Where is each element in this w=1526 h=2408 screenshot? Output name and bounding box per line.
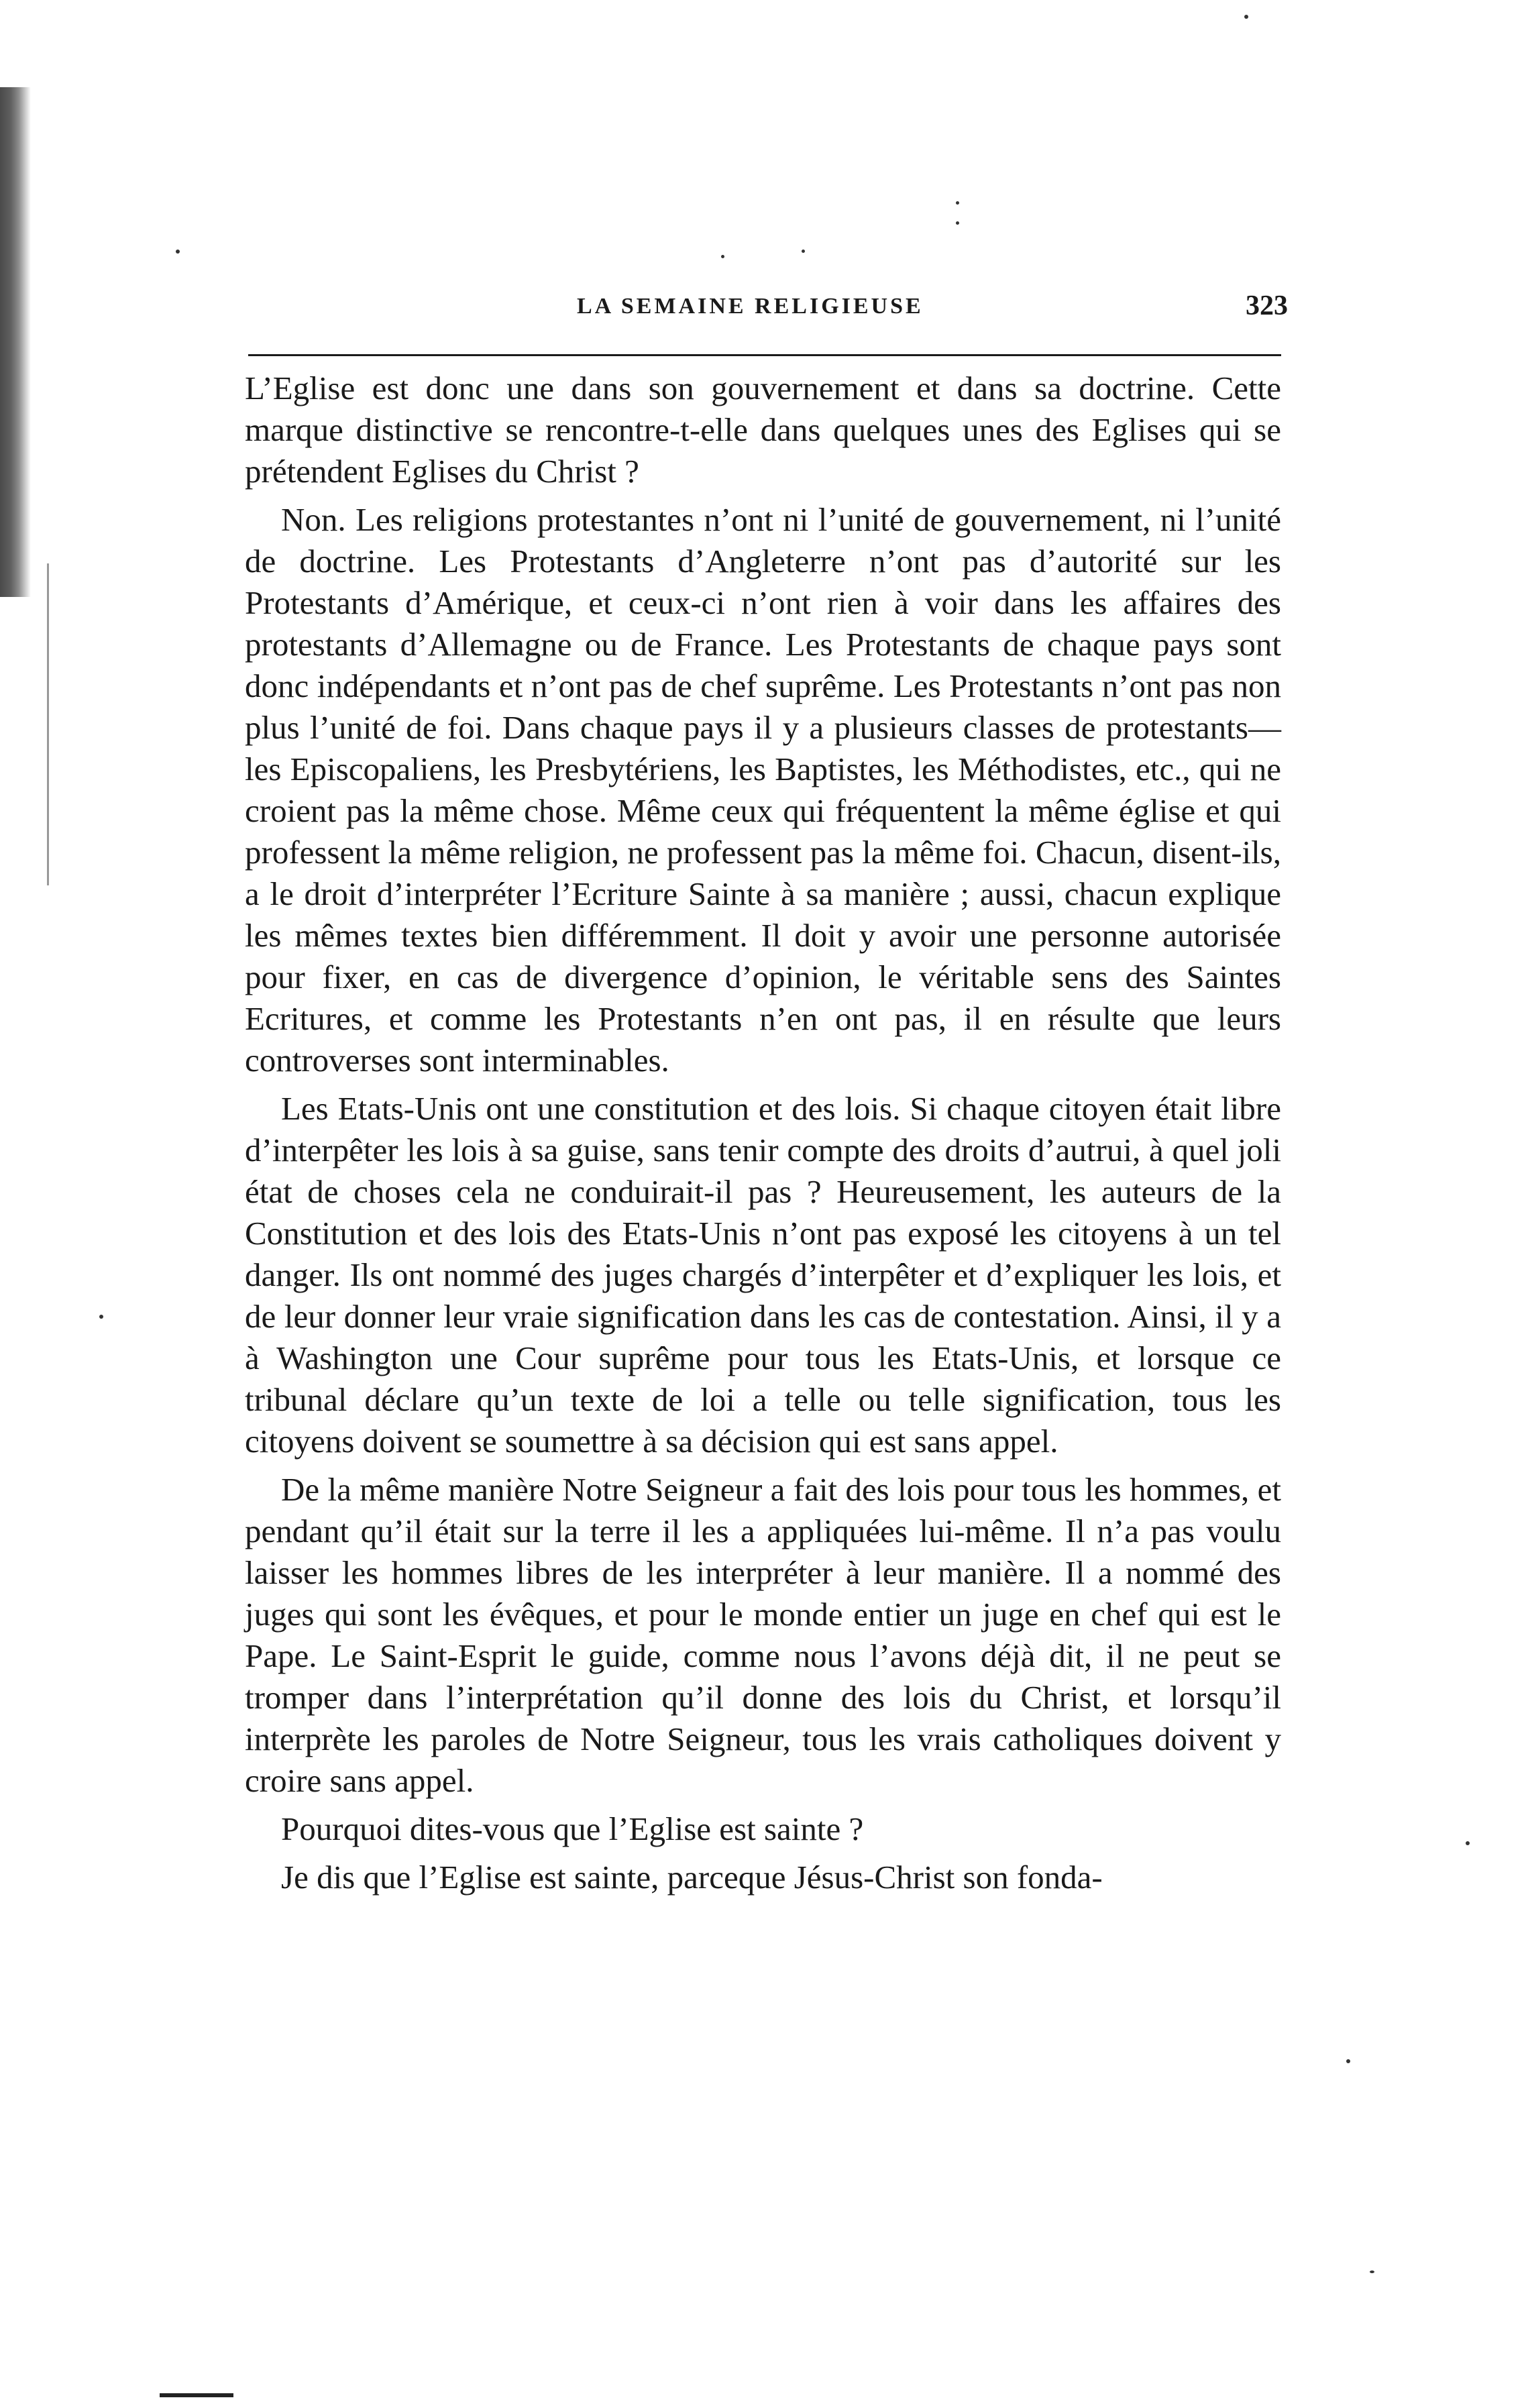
body-text <box>245 368 1281 1905</box>
ink-speck <box>1370 2270 1374 2273</box>
paragraph: Je dis que l’Eglise est sainte, parceque Jésus-Christ son fonda- <box>281 1859 1103 1896</box>
ink-speck <box>956 221 959 225</box>
ink-speck <box>1244 15 1248 19</box>
ink-speck <box>99 1315 103 1319</box>
paragraph: Pourquoi dites-vous que l’Eglise est sainte ? <box>281 1810 864 1847</box>
paragraph: L’Eglise est donc une dans son gouvernement et dans sa doctrine. Cette marque distinctive se rencontre-t-elle dans quelques unes des Eglises qui se prétendent Eglises du Christ ? <box>245 370 1281 490</box>
binding-edge <box>0 87 31 597</box>
running-title: LA SEMAINE RELIGIEUSE <box>577 294 924 319</box>
paragraph: Non. Les religions protestantes n’ont ni l’unité de gouvernement, ni l’unité de doctrine. Les Protestants d’Angleterre n’ont pas d’autorité sur les Protestants d’Amérique, et ceux-ci n’ont rien à voir dans les affaires des protestants d’Allemagne ou de France. Les Protestants de chaque pays sont donc indépendants et n’ont pas de chef suprême. Les Protestants n’ont pas non plus l’unité de foi. Dans chaque pays il y a plusieurs classes de protestants—les Episcopaliens, les Presbytériens, les Baptistes, les Méthodistes, etc., qui ne croient pas la même chose. Même ceux qui fréquentent la même église et qui professent la même religion, ne professent pas la même foi. Chacun, disent-ils, a le droit d’interpréter l’Ecriture Sainte à sa manière ; aussi, chacun explique les mêmes textes bien différemment. Il doit y avoir une personne autorisée pour fixer, en cas de divergence d’opinion, le véritable sens des Saintes Ecritures, et comme les Protestants n’en ont pas, il en résulte que leurs controverses sont interminables. <box>245 501 1281 1079</box>
ink-speck <box>176 250 180 254</box>
paragraph: De la même manière Notre Seigneur a fait des lois pour tous les hommes, et pendant qu’il était sur la terre il les a appliquées lui-même. Il n’a pas voulu laisser les hommes libres de les interpréter à leur manière. Il a nommé des juges qui sont les évêques, et pour le monde entier un juge en chef qui est le Pape. Le Saint-Esprit le guide, comme nous l’avons déjà dit, il ne peut se tromper dans l’interprétation qu’il donne des lois du Christ, et lorsqu’il interprète les paroles de Notre Seigneur, tous les vrais catholiques doivent y croire sans appel. <box>245 1471 1281 1799</box>
ink-speck <box>1346 2059 1350 2063</box>
paragraph: Les Etats-Unis ont une constitution et des lois. Si chaque citoyen était libre d’interpêter les lois à sa guise, sans tenir compte des droits d’autrui, à quel joli état de choses cela ne conduirait-il pas ? Heureusement, les auteurs de la Constitution et des lois des Etats-Unis n’ont pas exposé les citoyens à un tel danger. Ils ont nommé des juges chargés d’interpêter et d’expliquer les lois, et de leur donner leur vraie signification dans les cas de contestation. Ainsi, il y a à Washington une Cour suprême pour tous les Etats-Unis, et lorsque ce tribunal déclare qu’un texte de loi a telle ou telle signification, tous les citoyens doivent se soumettre à sa décision qui est sans appel. <box>245 1090 1281 1460</box>
ink-speck <box>721 255 724 258</box>
page-header <box>241 290 1288 337</box>
page-number: 323 <box>1246 290 1288 321</box>
ink-speck <box>1466 1841 1470 1845</box>
page-corner-mark <box>160 2393 233 2397</box>
header-rule <box>248 354 1281 356</box>
binding-shadow-line <box>47 563 49 885</box>
ink-speck <box>802 250 805 253</box>
ink-speck <box>956 201 959 205</box>
